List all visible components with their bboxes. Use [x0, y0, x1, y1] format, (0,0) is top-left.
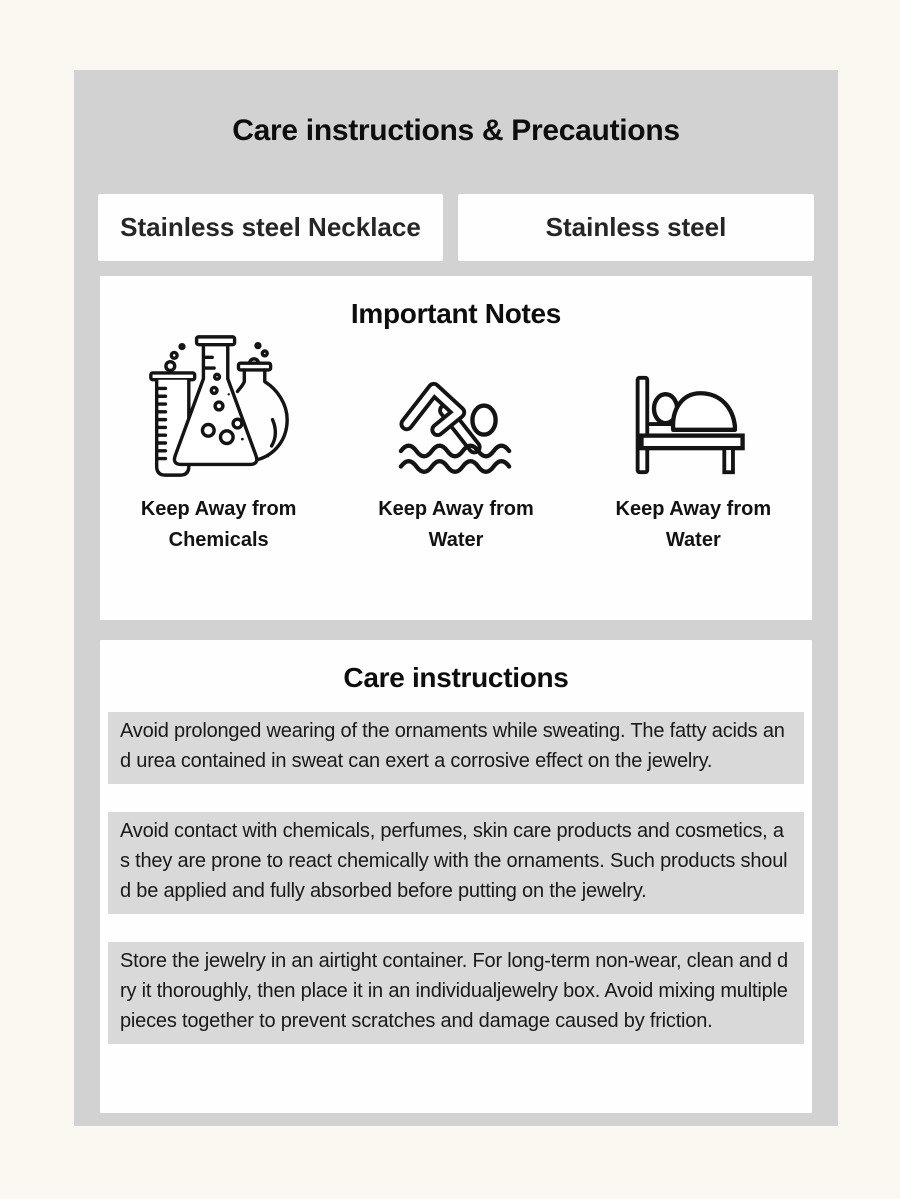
sleeping-bed-icon-wrap: [628, 330, 758, 480]
note-caption-chemicals: [141, 494, 297, 556]
care-paragraph-sweat: Avoid prolonged wearing of the ornaments while sweating. The fatty acids and urea contained in sweat can exert a corrosive effect on the jewelry.: [108, 712, 804, 784]
caption-line-2: Water: [428, 529, 484, 551]
page-title: Care instructions & Precautions: [232, 114, 680, 147]
care-paragraph-storage: Store the jewelry in an airtight container. For long-term non-wear, clean and dry it thoroughly, then place it in an individualjewelry box. Avoid mixing multiple pieces together to prevent scratches and damage caused by friction.: [108, 942, 804, 1044]
swimmer-icon: [393, 366, 519, 480]
important-notes-heading: Important Notes: [350, 298, 562, 329]
caption-line-1: Keep Away from: [140, 498, 297, 520]
care-paragraph-chemicals: Avoid contact with chemicals, perfumes, skin care products and cosmetics, as they are prone to react chemically with the ornaments. Such products should be applied and fully absorbed before putting on the jewelry.: [108, 812, 804, 914]
material-row: [98, 194, 814, 261]
note-item-water-sleep: [575, 330, 812, 556]
chemicals-icon: [141, 332, 297, 480]
note-caption-water-sleep: [616, 494, 772, 556]
material-box-steel: [458, 194, 814, 261]
important-notes-panel: [100, 276, 812, 620]
care-instructions-heading: Care instructions: [343, 662, 569, 693]
notes-row: [100, 330, 812, 556]
chemicals-icon-wrap: [141, 330, 297, 480]
caption-line-1: Keep Away from: [378, 498, 534, 520]
caption-line-2: Water: [665, 529, 721, 551]
material-label-necklace: Stainless steel Necklace: [120, 212, 421, 242]
note-item-chemicals: [100, 330, 337, 556]
sleeping-bed-icon: [628, 372, 758, 480]
swimmer-icon-wrap: [393, 330, 519, 480]
care-instructions-panel: [100, 640, 812, 1113]
caption-line-1: Keep Away from: [615, 498, 772, 520]
material-label-steel: Stainless steel: [545, 212, 727, 242]
material-box-necklace: [98, 194, 443, 261]
note-item-water-swim: [337, 330, 574, 556]
caption-line-2: Chemicals: [168, 529, 269, 551]
note-caption-water-swim: [378, 494, 534, 556]
care-card: [74, 70, 838, 1126]
